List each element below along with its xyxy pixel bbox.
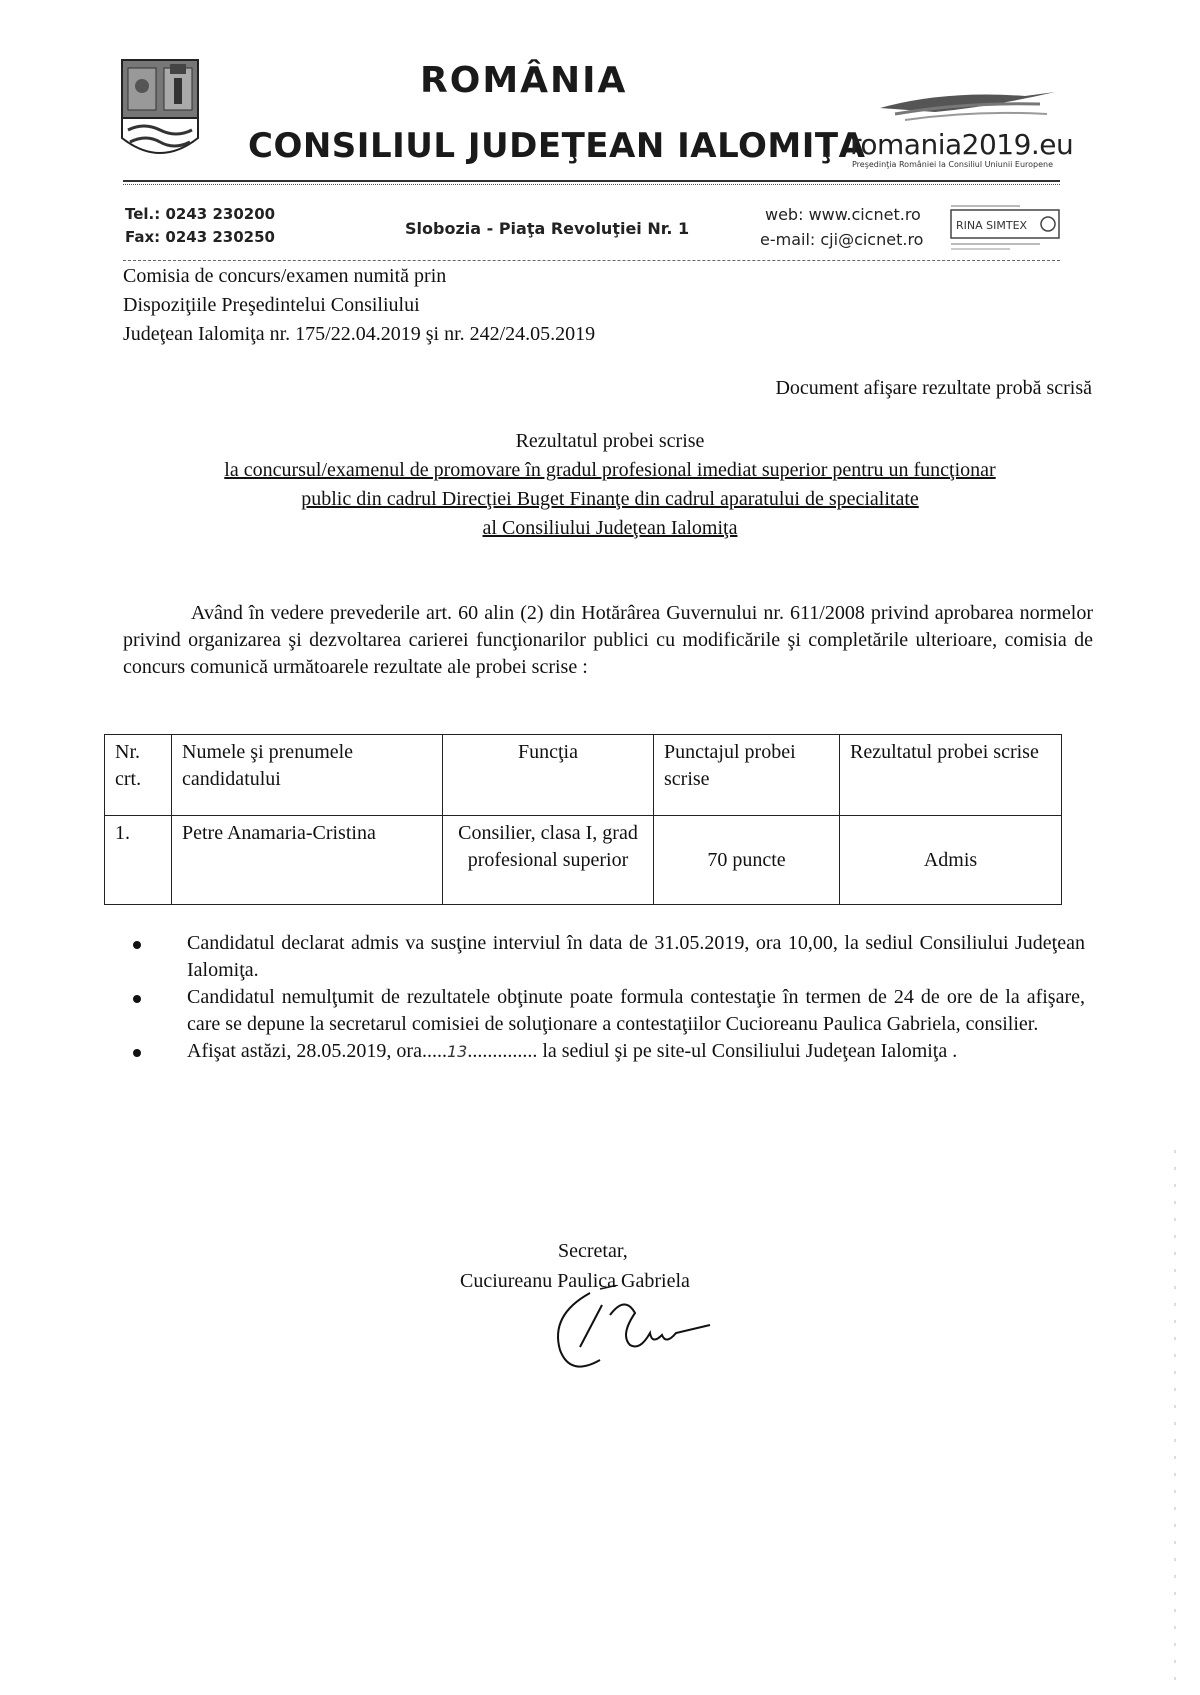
email-address: e-mail: cji@cicnet.ro	[760, 230, 924, 249]
results-subtitle-line: al Consiliului Judeţean Ialomiţa	[482, 517, 738, 539]
cell-score: 70 puncte	[654, 816, 840, 905]
handwritten-time: 13	[446, 1042, 468, 1061]
results-heading: Rezultatul probei scrise	[515, 430, 705, 452]
postal-address: Slobozia - Piaţa Revoluţiei Nr. 1	[405, 219, 690, 238]
website: web: www.cicnet.ro	[765, 205, 921, 224]
commission-line: Dispoziţiile Preşedintelui Consiliului	[123, 294, 420, 316]
cell-result: Admis	[840, 816, 1062, 905]
county-coat-of-arms-icon	[120, 58, 200, 164]
certification-logo-text: RINA SIMTEX	[956, 219, 1028, 232]
commission-line: Judeţean Ialomiţa nr. 175/22.04.2019 şi nr. 242/24.05.2019	[123, 323, 596, 345]
bullet-icon	[133, 1049, 141, 1057]
table-row	[105, 816, 1062, 905]
cell-nr: 1.	[105, 816, 172, 905]
note-dots: ..............	[467, 1040, 538, 1062]
header-result: Rezultatul probei scrise	[840, 735, 1062, 816]
results-table	[104, 734, 1062, 905]
results-subtitle-line: la concursul/examenul de promovare în gradul profesional imediat superior pentru un funcţionar	[224, 459, 996, 481]
signature-role: Secretar,	[558, 1240, 628, 1262]
cell-function: Consilier, clasa I, grad profesional superior	[443, 816, 654, 905]
list-item	[123, 984, 1085, 1038]
country-title: ROMÂNIA	[420, 60, 628, 101]
certification-logo-icon	[950, 202, 1060, 254]
header-divider-dotted	[123, 184, 1060, 185]
document-label: Document afişare rezultate probă scrisă	[775, 377, 1092, 399]
bullet-icon	[133, 995, 141, 1003]
commission-line: Comisia de concurs/examen numită prin	[123, 265, 447, 287]
note-text: Afişat astăzi, 28.05.2019, ora.....	[187, 1040, 447, 1062]
note-text: Candidatul declarat admis va susţine interviul în data de 31.05.2019, ora 10,00, la sediul Consiliului Judeţean Ialomiţa.	[187, 932, 1085, 981]
list-item	[123, 930, 1085, 984]
cell-name: Petre Anamaria-Cristina	[172, 816, 443, 905]
institution-title: CONSILIUL JUDEŢEAN IALOMIŢA	[248, 126, 866, 166]
signature-name: Cuciureanu Paulica Gabriela	[460, 1270, 690, 1292]
header-divider	[123, 180, 1060, 182]
results-title	[120, 427, 1100, 543]
note-text: Candidatul nemulţumit de rezultatele obţinute poate formula contestaţie în termen de 24 de ore de la afişare, care se depune la secretarul comisiei de soluţionare a contestaţiilor Cucioreanu Paulica Gabriela, consilier.	[187, 986, 1085, 1035]
commission-block	[123, 262, 823, 349]
romania2019-logo-icon	[875, 86, 1060, 126]
table-header-row	[105, 735, 1062, 816]
results-subtitle-line: public din cadrul Direcţiei Buget Finanţe din cadrul aparatului de specialitate	[301, 488, 919, 510]
header-nr: Nr. crt.	[105, 735, 172, 816]
header-score: Punctajul probei scrise	[654, 735, 840, 816]
header-name: Numele şi prenumele candidatului	[172, 735, 443, 816]
presidency-tagline: Preşedinţia României la Consiliul Uniunii Europene	[852, 160, 1054, 169]
intro-paragraph: Având în vedere prevederile art. 60 alin (2) din Hotărârea Guvernului nr. 611/2008 privind aprobarea normelor privind organizarea şi dezvoltarea carierei funcţionarilor publici cu modificările şi completările ulterioare, comisia de concurs comunică următoarele rezultate ale probei scrise :	[123, 602, 1093, 678]
notes-list	[123, 930, 1085, 1065]
scan-edge-marks	[1172, 1150, 1178, 1690]
phone-number: Tel.: 0243 230200	[125, 205, 276, 223]
bullet-icon	[133, 941, 141, 949]
presidency-site: romania2019.eu	[850, 128, 1074, 161]
contact-divider	[123, 260, 1060, 261]
note-text: la sediul şi pe site-ul Consiliului Judeţean Ialomiţa .	[537, 1040, 958, 1062]
list-item	[123, 1038, 1085, 1065]
handwritten-signature-icon	[540, 1285, 720, 1380]
header-function: Funcţia	[443, 735, 654, 816]
fax-number: Fax: 0243 230250	[125, 228, 275, 246]
